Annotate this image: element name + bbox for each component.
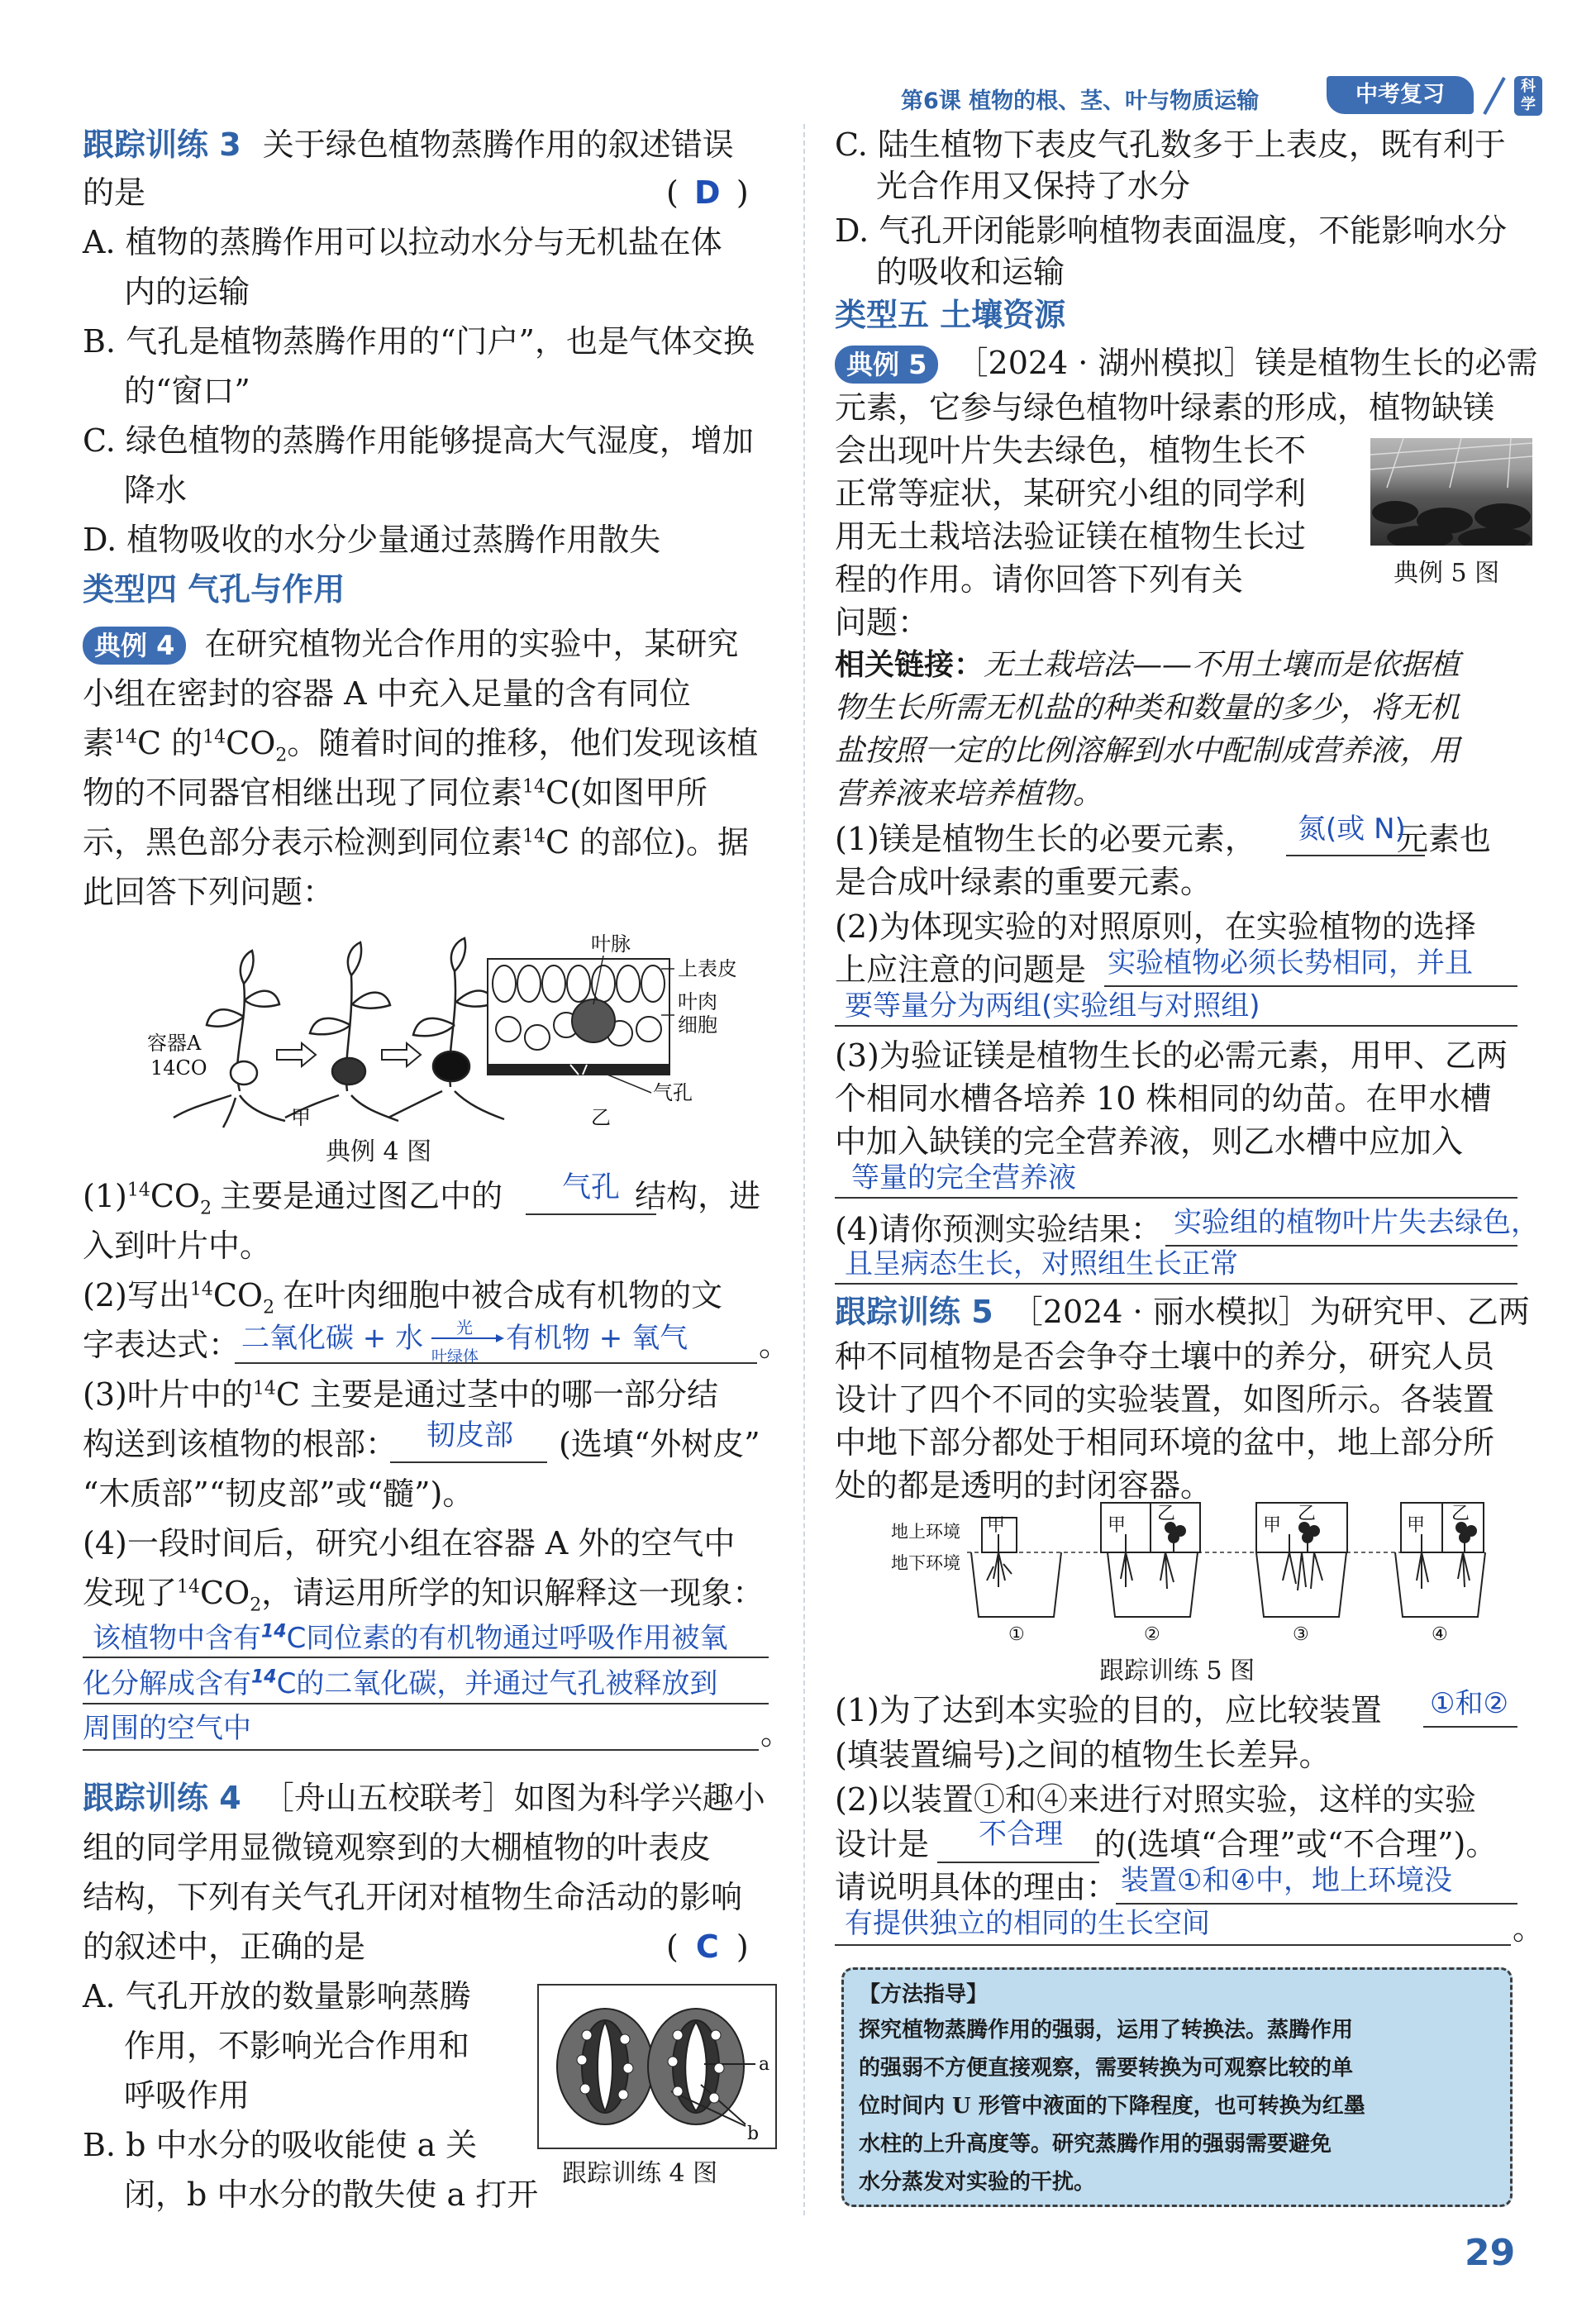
ex4-q4: (4)一段时间后，研究小组在容器 A 外的空气中 [83, 1525, 736, 1561]
ex5-line1: 典例 5 ［2024 · 湖州模拟］镁是植物生长的必需 [835, 341, 1537, 385]
pot2-jia: 甲 [1108, 1515, 1127, 1536]
method-line5: 水分蒸发对实验的干扰。 [859, 2170, 1096, 2195]
ex5-q2-answer-1: 实验植物必须长势相同，并且 [1108, 946, 1473, 980]
pot2-number: ② [1144, 1624, 1160, 1645]
ex5-q3-answer: 等量的完全营养液 [851, 1161, 1076, 1194]
t3-option-a: A. 植物的蒸腾作用可以拉动水分与无机盐在体 [83, 224, 722, 260]
yi-label: 乙 [591, 1106, 611, 1128]
t5-figure-caption: 跟踪训练 5 图 [1099, 1657, 1255, 1685]
q2-blank [235, 1362, 757, 1364]
ex4-badge: 典例 4 [83, 627, 186, 665]
above-ground-label: 地上环境 [891, 1522, 960, 1542]
plant-sequence [174, 938, 504, 1128]
q2-answer-bottom: 叶绿体 [431, 1347, 479, 1366]
ex5-q2-blank-2 [835, 1025, 1517, 1027]
t4-option-d: D. 气孔开闭能影响植物表面温度，不能影响水分 [835, 212, 1508, 249]
ex5-line7: 问题： [835, 604, 930, 641]
container-label: 容器A [147, 1032, 202, 1055]
ex5-q3-cont: 个相同水槽各培养 10 株相同的幼苗。在甲水槽 [835, 1080, 1492, 1117]
ex5-q2: (2)为体现实验的对照原则，在实验植物的选择 [835, 908, 1476, 945]
ex4-line3: 素$^{14}$C 的$^{14}CO_2$。随着时间的推移，他们发现该植 [83, 725, 759, 766]
t5-q2-answer: 不合理 [979, 1818, 1063, 1851]
q2-answer-right: 有机物 + 氧气 [506, 1322, 688, 1355]
t4-fig-a: a [759, 2054, 770, 2075]
t4-option-c: C. 陆生植物下表皮气孔数多于上表皮，既有利于 [835, 126, 1506, 163]
pot1-number: ① [1008, 1624, 1025, 1645]
ex5-q2-answer-2: 要等量分为两组(实验组与对照组) [845, 989, 1260, 1023]
ex4-q2-label: 字表达式： [83, 1327, 241, 1363]
q2-answer-left: 二氧化碳 + 水 [241, 1322, 424, 1355]
t4-option-b: B. b 中水分的吸收能使 a 关 [83, 2127, 478, 2163]
q4-answer-2: 化分解成含有$^{14}$C的二氧化碳，并通过气孔被释放到 [83, 1666, 718, 1700]
ex4-line6: 此回答下列问题： [83, 874, 335, 910]
t3-stem2: 的是 [83, 174, 146, 211]
t5-q1: (1)为了达到本实验的目的，应比较装置 [835, 1692, 1382, 1728]
jia-label: 甲 [291, 1106, 311, 1128]
ex5-link1: 相关链接：无土栽培法——不用土壤而是依据植 [835, 648, 1460, 682]
pot4-yi: 乙 [1451, 1504, 1470, 1524]
ex5-link4: 营养液来培养植物。 [835, 777, 1103, 811]
t5-figure [884, 1488, 1496, 1645]
t4-answer: ( C ) [666, 1928, 749, 1965]
t4-option-c2: 光合作用又保持了水分 [876, 168, 1191, 204]
ex5-line3: 会出现叶片失去绿色，植物生长不 [835, 432, 1307, 469]
t4-figure-svg [539, 1986, 775, 2148]
upper-label: 上表皮 [678, 957, 736, 980]
pot3-jia: 甲 [1263, 1515, 1282, 1536]
ex4-q2: (2)写出$^{14}CO_2$ 在叶肉细胞中被合成有机物的文 [83, 1277, 723, 1318]
t5-q2-blank-2 [835, 1944, 1511, 1946]
t5-q2-end: 。 [1513, 1910, 1545, 1947]
ex5-badge: 典例 5 [835, 346, 938, 384]
ex4-q3-cont: 构送到该植物的根部： (选填“外树皮” [83, 1426, 760, 1462]
lesson-title: 第6课 植物的根、茎、叶与物质运输 [901, 88, 1260, 114]
pot3-number: ③ [1293, 1624, 1309, 1645]
q2-end: 。 [759, 1327, 791, 1363]
method-line1: 探究植物蒸腾作用的强弱，运用了转换法。蒸腾作用 [859, 2018, 1354, 2043]
t4-figure [537, 1984, 777, 2149]
q1-answer: 气孔 [562, 1171, 621, 1204]
stoma-label: 气孔 [653, 1081, 693, 1104]
t3-label: 跟踪训练 3 [83, 126, 241, 163]
ex5-line4: 正常等症状，某研究小组的同学利 [835, 475, 1307, 512]
t3-option-b: B. 气孔是植物蒸腾作用的“门户”，也是气体交换 [83, 323, 755, 360]
ex4-figure-svg [141, 926, 736, 1128]
q4-blank-1 [83, 1657, 769, 1658]
t5-q2-cont: 设计是 的(选填“合理”或“不合理”)。 [835, 1826, 1498, 1862]
ex4-figure [141, 926, 736, 1128]
slash-icon [1478, 74, 1511, 117]
t4-figure-caption: 跟踪训练 4 图 [562, 2159, 718, 2188]
column-divider [803, 124, 805, 2215]
t5-line2: 种不同植物是否会争夺土壤中的养分，研究人员 [835, 1338, 1495, 1375]
page-number: 29 [1465, 2232, 1516, 2274]
ex5-q2-cont: 上应注意的问题是 [835, 951, 1087, 988]
t4-option-a: A. 气孔开放的数量影响蒸腾 [83, 1978, 471, 2014]
method-title: 【方法指导】 [859, 1982, 989, 2007]
pot3-yi: 乙 [1298, 1504, 1317, 1524]
t5-q2-blank [937, 1862, 1099, 1863]
method-line3: 位时间内 U 形管中液面的下降程度，也可转换为红墨 [859, 2094, 1365, 2119]
ex5-q1-blank [1286, 855, 1425, 856]
t3-option-d: D. 植物吸收的水分少量通过蒸腾作用散失 [83, 522, 661, 558]
meso2-label: 细胞 [678, 1013, 717, 1037]
ex5-line5: 用无土栽培法验证镁在植物生长过 [835, 518, 1307, 555]
ex5-photo-caption: 典例 5 图 [1394, 559, 1500, 588]
pot4-number: ④ [1432, 1624, 1448, 1645]
ex5-q4-answer-2: 且呈病态生长，对照组生长正常 [845, 1247, 1238, 1280]
t4-line2: 组的同学用显微镜观察到的大棚植物的叶表皮 [83, 1829, 712, 1866]
t5-figure-svg [884, 1488, 1496, 1645]
ex5-q4: (4)请你预测实验结果： [835, 1211, 1162, 1247]
t5-q1-cont: (填装置编号)之间的植物生长差异。 [835, 1737, 1331, 1773]
ex4-line5: 示，黑色部分表示检测到同位素$^{14}$C 的部位)。据 [83, 824, 749, 861]
pot1-jia: 甲 [987, 1515, 1006, 1536]
arrow-icon [382, 1043, 421, 1066]
page-header [901, 73, 1562, 122]
pot4-jia: 甲 [1407, 1515, 1426, 1536]
vein-label: 叶脉 [591, 932, 631, 956]
arrow-icon [277, 1043, 316, 1066]
q4-answer-1: 该植物中含有$^{14}$C同位素的有机物通过呼吸作用被氧 [93, 1621, 728, 1655]
t5-q2-answer-1: 装置①和④中，地上环境没 [1121, 1864, 1452, 1897]
q3-blank [390, 1461, 547, 1463]
t4-line3: 结构，下列有关气孔开闭对植物生命活动的影响 [83, 1879, 743, 1915]
t5-label: 跟踪训练 5 [835, 1294, 993, 1330]
ex5-q3-blank [835, 1197, 1517, 1199]
reaction-arrow-icon [430, 1333, 506, 1344]
ex5-q4-blank-2 [835, 1283, 1517, 1285]
ex5-link3: 盐按照一定的比例溶解到水中配制成营养液，用 [835, 734, 1460, 768]
ex5-q1-cont: 是合成叶绿素的重要元素。 [835, 864, 1212, 900]
ex4-q1: $(1)^{14}CO_2$ 主要是通过图乙中的 结构，进 [83, 1178, 761, 1219]
ex5-q3: (3)为验证镁是植物生长的必需元素，用甲、乙两 [835, 1037, 1508, 1074]
t3-answer: ( D ) [666, 174, 749, 211]
method-line4: 水柱的上升高度等。研究蒸腾作用的强弱需要避免 [859, 2132, 1332, 2157]
q1-blank [526, 1213, 656, 1215]
ex5-q4-answer-1: 实验组的植物叶片失去绿色， [1174, 1206, 1539, 1239]
co2-label: 14CO [150, 1056, 207, 1080]
t4-option-a2: 作用，不影响光合作用和 [124, 2028, 470, 2064]
t5-q2: (2)以装置①和④来进行对照实验，这样的实验 [835, 1781, 1476, 1818]
t4-label: 跟踪训练 4 [83, 1780, 241, 1816]
pot2-yi: 乙 [1157, 1504, 1176, 1524]
t3-stem: 跟踪训练 3 关于绿色植物蒸腾作用的叙述错误 [83, 126, 734, 163]
ex5-link2: 物生长所需无机盐的种类和数量的多少，将无机 [835, 691, 1460, 725]
subject-tag: 科学 [1514, 76, 1542, 116]
t5-q2-reason: 请说明具体的理由： [835, 1869, 1118, 1905]
greenhouse-photo-svg [1370, 438, 1532, 546]
ex4-q1-cont: 入到叶片中。 [83, 1228, 272, 1264]
ex5-line6: 程的作用。请你回答下列有关 [835, 561, 1244, 598]
t5-stem: 跟踪训练 5 ［2024 · 丽水模拟］为研究甲、乙两 [835, 1294, 1530, 1330]
q4-end: 。 [760, 1715, 793, 1752]
t5-line5: 处的都是透明的封闭容器。 [835, 1467, 1212, 1504]
t4-option-d2: 的吸收和运输 [876, 254, 1065, 290]
ex5-line2: 元素，它参与绿色植物叶绿素的形成，植物缺镁 [835, 389, 1495, 426]
q4-blank-2 [83, 1703, 769, 1704]
ex4-q3: (3)叶片中的$^{14}$C 主要是通过茎中的哪一部分结 [83, 1376, 718, 1413]
t4-option-a3: 呼吸作用 [124, 2077, 250, 2114]
t3-option-c2: 降水 [124, 472, 188, 508]
ex4-q4-cont: 发现了$^{14}CO_2$，请运用所学的知识解释这一现象： [83, 1575, 765, 1616]
meso1-label: 叶肉 [678, 990, 717, 1013]
type4-heading: 类型四 气孔与作用 [83, 571, 345, 608]
t3-option-c: C. 绿色植物的蒸腾作用能够提高大气湿度，增加 [83, 422, 754, 459]
t5-q1-blank [1423, 1726, 1517, 1728]
ex4-line1: 典例 4 在研究植物光合作用的实验中，某研究 [83, 622, 739, 666]
type5-heading: 类型五 土壤资源 [835, 297, 1066, 333]
t5-q2-answer-2: 有提供独立的相同的生长空间 [845, 1907, 1210, 1940]
method-line2: 的强弱不方便直接观察，需要转换为可观察比较的单 [859, 2056, 1354, 2081]
t3-option-b2: 的“窗口” [124, 373, 250, 409]
t4-option-b2: 闭，b 中水分的散失使 a 打开 [124, 2176, 539, 2213]
greenhouse-photo [1370, 438, 1532, 546]
ex4-figure-caption: 典例 4 图 [326, 1137, 432, 1166]
q3-answer: 韧皮部 [426, 1419, 514, 1452]
review-tag: 中考复习 [1327, 76, 1474, 114]
ex5-q3-cont2: 中加入缺镁的完全营养液，则乙水槽中应加入 [835, 1123, 1464, 1160]
t5-line3: 设计了四个不同的实验装置，如图所示。各装置 [835, 1381, 1495, 1418]
q2-answer-top: 光 [456, 1318, 473, 1337]
ex4-q3-options: “木质部”“韧皮部”或“髓”)。 [83, 1476, 474, 1512]
t4-stem: 跟踪训练 4 ［舟山五校联考］如图为科学兴趣小 [83, 1780, 765, 1816]
ex5-q1: (1)镁是植物生长的必要元素， 元素也 [835, 821, 1491, 857]
ex5-q1-answer: 氮(或 N) [1298, 813, 1406, 846]
ex4-line4: 物的不同器官相继出现了同位素$^{14}$C(如图甲所 [83, 775, 707, 811]
t5-q1-answer: ①和② [1430, 1687, 1508, 1720]
leaf-cross-section [488, 959, 669, 1075]
t4-line4: 的叙述中，正确的是 [83, 1928, 366, 1965]
ex4-line2: 小组在密封的容器 A 中充入足量的含有同位 [83, 675, 691, 712]
t4-fig-b: b [747, 2124, 760, 2144]
t3-option-a2: 内的运输 [124, 274, 250, 310]
method-guide-box [841, 1967, 1513, 2207]
below-ground-label: 地下环境 [891, 1553, 960, 1573]
t5-line4: 中地下部分都处于相同环境的盆中，地上部分所 [835, 1424, 1495, 1461]
q4-answer-3: 周围的空气中 [83, 1712, 251, 1745]
q4-blank-3 [83, 1749, 759, 1751]
